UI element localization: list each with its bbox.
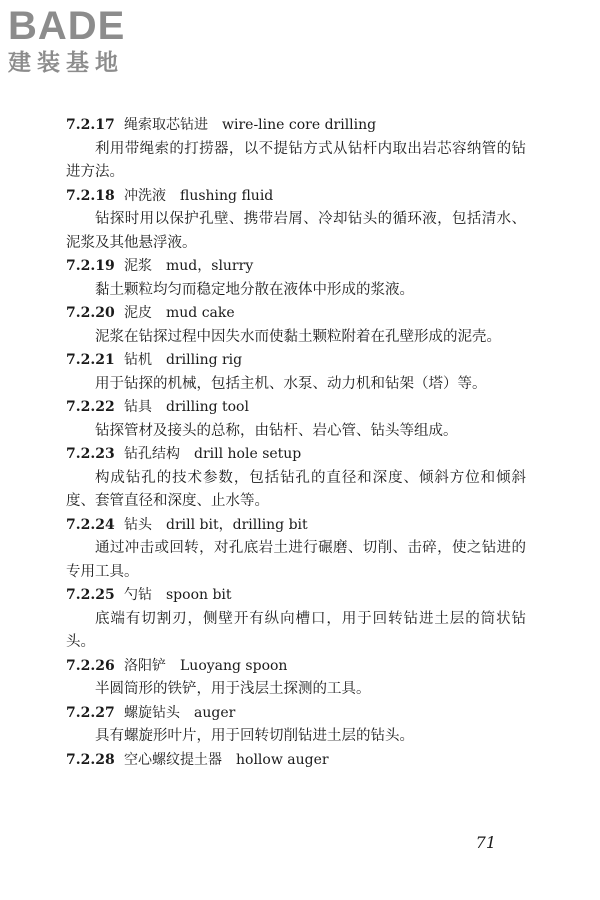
entry-title (66, 114, 526, 138)
entry-term-en: Luoyang spoon (180, 657, 288, 674)
entry-title (66, 255, 526, 279)
entry-term-zh: 钻具 (124, 399, 152, 415)
glossary-entry (66, 749, 526, 773)
entry-term-en: flushing fluid (180, 187, 274, 204)
entry-title (66, 749, 526, 773)
entry-title (66, 702, 526, 726)
entry-term-zh: 勺钻 (124, 587, 152, 603)
entry-term-zh: 空心螺纹提土器 (124, 751, 222, 768)
entry-term-en: spoon bit (166, 587, 232, 603)
entry-title (66, 349, 526, 373)
entry-number: 7.2.21 (66, 352, 115, 368)
entry-definition: 构成钻孔的技术参数，包括钻孔的直径和深度、倾斜方位和倾斜度、套管直径和深度、止水等。 (66, 469, 526, 509)
glossary-entry (66, 655, 526, 702)
entry-title (66, 584, 526, 608)
entry-number: 7.2.26 (66, 657, 115, 674)
entry-number: 7.2.27 (66, 704, 115, 721)
entry-number: 7.2.17 (66, 117, 115, 133)
entry-term-en: mud cake (166, 305, 235, 321)
entry-definition: 钻探管材及接头的总称，由钻杆、岩心管、钻头等组成。 (95, 422, 458, 439)
entry-title (66, 185, 526, 209)
entry-term-zh: 钻头 (124, 516, 152, 533)
entry-definition: 底端有切割刃，侧壁开有纵向槽口，用于回转钻进土层的筒状钻头。 (66, 610, 526, 650)
entry-title (66, 655, 526, 679)
entry-number: 7.2.25 (66, 587, 115, 603)
entry-number: 7.2.28 (66, 751, 115, 768)
entry-term-en: drilling tool (166, 399, 249, 415)
entry-term-zh: 钻孔结构 (124, 446, 180, 462)
entry-number: 7.2.23 (66, 446, 115, 462)
entry-title (66, 443, 526, 467)
entry-term-en: auger (194, 704, 236, 721)
glossary-entry (66, 443, 526, 514)
entry-title (66, 302, 526, 326)
entry-number: 7.2.24 (66, 516, 115, 533)
entry-definition: 半圆筒形的铁铲，用于浅层土探测的工具。 (95, 681, 371, 697)
entry-number: 7.2.20 (66, 305, 115, 321)
entry-definition: 通过冲击或回转，对孔底岩土进行碾磨、切削、击碎，使之钻进的专用工具。 (66, 540, 526, 580)
entry-term-en: drill hole setup (194, 446, 302, 462)
entry-term-en: drilling rig (166, 352, 243, 368)
glossary-entry (66, 702, 526, 749)
glossary-entry (66, 255, 526, 302)
glossary-entry (66, 114, 526, 185)
logo-subtitle: 建装基地 (8, 50, 124, 76)
page-number: 71 (475, 833, 496, 852)
entry-term-zh: 泥浆 (124, 258, 152, 274)
entry-title (66, 514, 526, 538)
entry-definition: 泥浆在钻探过程中因失水而使黏土颗粒附着在孔壁形成的泥壳。 (95, 328, 501, 345)
entry-term-en: mud，slurry (166, 258, 254, 274)
entry-definition: 黏土颗粒均匀而稳定地分散在液体中形成的浆液。 (95, 281, 414, 298)
entry-term-zh: 钻机 (124, 352, 152, 368)
glossary-entry (66, 185, 526, 256)
glossary-entry (66, 349, 526, 396)
entry-number: 7.2.22 (66, 399, 115, 415)
entry-term-zh: 绳索取芯钻进 (124, 117, 208, 133)
logo-wordmark: BADE (8, 4, 126, 48)
glossary-entry (66, 584, 526, 655)
entry-term-zh: 洛阳铲 (124, 657, 166, 674)
glossary-entry (66, 514, 526, 585)
glossary-content (66, 114, 526, 772)
entry-term-zh: 冲洗液 (124, 187, 166, 204)
entry-definition: 具有螺旋形叶片，用于回转切削钻进土层的钻头。 (95, 728, 414, 744)
entry-number: 7.2.19 (66, 258, 115, 274)
glossary-entry (66, 396, 526, 443)
entry-title (66, 396, 526, 420)
entry-definition: 钻探时用以保护孔壁、携带岩屑、冷却钻头的循环液，包括清水、泥浆及其他悬浮液。 (66, 211, 526, 251)
entry-term-en: drill bit，drilling bit (166, 516, 308, 533)
brand-logo (8, 4, 178, 78)
entry-number: 7.2.18 (66, 187, 115, 204)
entry-definition: 用于钻探的机械，包括主机、水泵、动力机和钻架（塔）等。 (95, 375, 487, 392)
entry-term-zh: 泥皮 (124, 305, 152, 321)
entry-term-en: wire-line core drilling (222, 117, 377, 133)
entry-definition: 利用带绳索的打捞器，以不提钻方式从钻杆内取出岩芯容纳管的钻进方法。 (66, 140, 526, 180)
entry-term-en: hollow auger (236, 751, 329, 768)
entry-term-zh: 螺旋钻头 (124, 704, 180, 721)
glossary-entry (66, 302, 526, 349)
